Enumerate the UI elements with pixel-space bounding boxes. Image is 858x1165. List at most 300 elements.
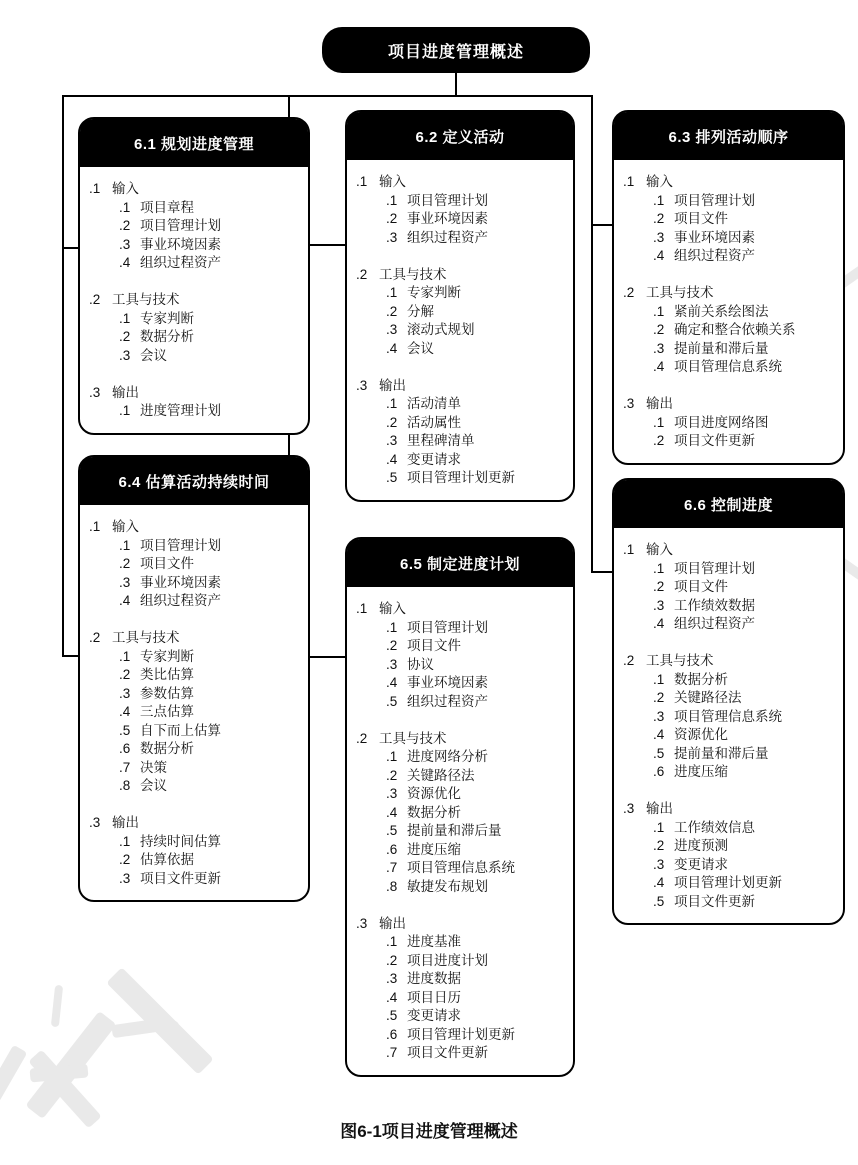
item-number: .3 bbox=[119, 685, 131, 701]
process-section bbox=[620, 173, 837, 266]
list-item bbox=[86, 217, 302, 236]
list-item bbox=[620, 560, 837, 579]
item-label: 项目进度计划 bbox=[407, 952, 488, 968]
process-section bbox=[86, 180, 302, 273]
item-number: .1 bbox=[386, 934, 398, 949]
section-number: .1 bbox=[623, 174, 635, 189]
section-heading bbox=[353, 377, 567, 396]
item-label: 项目章程 bbox=[140, 199, 194, 215]
item-number: .4 bbox=[119, 704, 131, 719]
list-item bbox=[353, 989, 567, 1008]
item-number: .1 bbox=[653, 303, 665, 319]
item-label: 项目文件更新 bbox=[407, 1045, 488, 1060]
list-item bbox=[620, 578, 837, 597]
section-label: 输出 bbox=[112, 384, 139, 400]
list-item bbox=[353, 210, 567, 229]
section-number: .2 bbox=[623, 653, 635, 668]
item-label: 项目日历 bbox=[407, 989, 461, 1005]
item-number: .1 bbox=[119, 199, 131, 215]
item-number: .5 bbox=[386, 470, 398, 485]
process-section bbox=[620, 395, 837, 451]
item-label: 工作绩效信息 bbox=[674, 819, 755, 835]
item-label: 变更请求 bbox=[674, 856, 728, 872]
process-box-header bbox=[614, 112, 843, 160]
list-item bbox=[86, 722, 302, 741]
list-item bbox=[620, 689, 837, 708]
item-label: 组织过程资产 bbox=[407, 693, 488, 709]
item-label: 事业环境因素 bbox=[407, 675, 488, 690]
figure-caption: 图6-1项目进度管理概述 bbox=[340, 1122, 518, 1141]
process-box-header bbox=[80, 119, 308, 167]
list-item bbox=[353, 822, 567, 841]
item-number: .4 bbox=[653, 248, 665, 263]
process-box-body bbox=[80, 167, 308, 433]
item-number: .2 bbox=[653, 579, 665, 594]
item-number: .2 bbox=[653, 433, 665, 448]
list-item bbox=[620, 726, 837, 745]
item-label: 活动属性 bbox=[407, 414, 461, 430]
item-number: .3 bbox=[119, 870, 131, 886]
item-number: .3 bbox=[386, 786, 398, 801]
item-number: .2 bbox=[119, 556, 131, 571]
item-number: .2 bbox=[386, 638, 398, 653]
list-item bbox=[353, 841, 567, 860]
list-item bbox=[86, 347, 302, 366]
section-label: 工具与技术 bbox=[379, 730, 447, 746]
item-number: .4 bbox=[386, 804, 398, 820]
process-section bbox=[86, 629, 302, 796]
list-item bbox=[620, 763, 837, 782]
section-heading bbox=[620, 800, 837, 819]
list-item bbox=[353, 674, 567, 693]
item-number: .5 bbox=[386, 823, 398, 838]
list-item bbox=[353, 469, 567, 488]
item-number: .1 bbox=[119, 833, 131, 849]
item-number: .3 bbox=[653, 856, 665, 872]
item-number: .5 bbox=[119, 722, 131, 738]
list-item bbox=[353, 693, 567, 712]
section-label: 工具与技术 bbox=[112, 630, 180, 645]
item-number: .7 bbox=[386, 860, 398, 875]
section-label: 输出 bbox=[646, 801, 673, 816]
list-item bbox=[620, 303, 837, 322]
process-section bbox=[620, 652, 837, 782]
item-label: 组织过程资产 bbox=[674, 616, 755, 631]
item-label: 事业环境因素 bbox=[140, 574, 221, 590]
item-label: 项目文件更新 bbox=[140, 870, 221, 886]
item-number: .7 bbox=[119, 759, 131, 775]
list-item bbox=[86, 703, 302, 722]
item-label: 组织过程资产 bbox=[407, 229, 488, 245]
process-box-title: 6.5 制定进度计划 bbox=[399, 555, 521, 573]
item-number: .2 bbox=[119, 218, 131, 233]
item-label: 数据分析 bbox=[674, 671, 728, 687]
item-label: 进度基准 bbox=[407, 934, 461, 949]
item-number: .2 bbox=[386, 767, 398, 783]
section-number: .2 bbox=[356, 266, 368, 282]
list-item bbox=[86, 592, 302, 611]
connector-left-vertical bbox=[62, 95, 64, 657]
section-label: 输出 bbox=[646, 396, 673, 411]
item-number: .3 bbox=[119, 574, 131, 590]
item-label: 项目管理计划 bbox=[674, 192, 755, 208]
list-item bbox=[620, 819, 837, 838]
item-number: .8 bbox=[386, 878, 398, 894]
process-box-title: 6.1 规划进度管理 bbox=[133, 135, 255, 153]
list-item bbox=[620, 358, 837, 377]
section-number: .1 bbox=[623, 542, 635, 557]
process-box-title: 6.4 估算活动持续时间 bbox=[118, 473, 270, 491]
item-number: .4 bbox=[386, 989, 398, 1005]
process-section bbox=[86, 518, 302, 611]
list-item bbox=[353, 395, 567, 414]
root-box-schedule-management-overview bbox=[322, 27, 590, 73]
section-heading bbox=[353, 600, 567, 619]
process-section bbox=[353, 730, 567, 897]
item-number: .2 bbox=[653, 211, 665, 226]
item-label: 变更请求 bbox=[407, 451, 461, 467]
item-label: 进度管理计划 bbox=[140, 403, 221, 418]
section-heading bbox=[353, 173, 567, 192]
section-label: 输入 bbox=[379, 174, 406, 189]
section-label: 输入 bbox=[112, 519, 139, 534]
list-item bbox=[353, 619, 567, 638]
process-box-6-6 bbox=[612, 478, 845, 925]
list-item bbox=[353, 970, 567, 989]
section-number: .2 bbox=[89, 630, 101, 645]
list-item bbox=[620, 893, 837, 912]
item-label: 资源优化 bbox=[407, 786, 461, 801]
item-number: .1 bbox=[653, 819, 665, 835]
process-box-6-3 bbox=[612, 110, 845, 465]
item-number: .2 bbox=[119, 852, 131, 867]
item-number: .1 bbox=[119, 310, 131, 326]
item-label: 决策 bbox=[140, 759, 167, 775]
list-item bbox=[353, 451, 567, 470]
connector-stub-6-3 bbox=[591, 224, 612, 226]
section-number: .1 bbox=[89, 519, 101, 534]
list-item bbox=[86, 759, 302, 778]
item-label: 自下而上估算 bbox=[140, 722, 221, 738]
list-item bbox=[620, 745, 837, 764]
list-item bbox=[620, 210, 837, 229]
list-item bbox=[353, 321, 567, 340]
item-label: 敏捷发布规划 bbox=[407, 878, 488, 894]
list-item bbox=[620, 321, 837, 340]
item-number: .2 bbox=[386, 414, 398, 430]
item-label: 工作绩效数据 bbox=[674, 597, 755, 613]
section-number: .3 bbox=[623, 801, 635, 816]
item-number: .2 bbox=[386, 303, 398, 319]
item-label: 项目文件 bbox=[140, 556, 194, 571]
item-label: 进度预测 bbox=[674, 838, 728, 853]
list-item bbox=[353, 303, 567, 322]
list-item bbox=[353, 229, 567, 248]
item-number: .3 bbox=[119, 236, 131, 252]
item-number: .3 bbox=[386, 971, 398, 986]
process-box-title: 6.3 排列活动顺序 bbox=[668, 128, 789, 146]
item-number: .1 bbox=[386, 192, 398, 208]
list-item bbox=[353, 859, 567, 878]
process-box-body bbox=[614, 528, 843, 923]
list-item bbox=[86, 199, 302, 218]
list-item bbox=[620, 874, 837, 893]
item-number: .1 bbox=[653, 671, 665, 687]
list-item bbox=[353, 767, 567, 786]
list-item bbox=[86, 870, 302, 889]
item-label: 事业环境因素 bbox=[140, 236, 221, 252]
process-box-header bbox=[347, 112, 573, 160]
list-item bbox=[353, 1026, 567, 1045]
list-item bbox=[620, 856, 837, 875]
item-number: .1 bbox=[386, 619, 398, 635]
section-label: 工具与技术 bbox=[646, 285, 714, 300]
process-box-header bbox=[614, 480, 843, 528]
list-item bbox=[353, 933, 567, 952]
item-label: 紧前关系绘图法 bbox=[674, 303, 769, 319]
item-label: 项目管理计划 bbox=[674, 560, 755, 576]
item-number: .1 bbox=[386, 396, 398, 411]
process-section bbox=[86, 814, 302, 888]
item-number: .1 bbox=[653, 414, 665, 430]
section-label: 工具与技术 bbox=[112, 292, 180, 307]
process-box-6-1 bbox=[78, 117, 310, 435]
process-box-6-2 bbox=[345, 110, 575, 502]
item-label: 数据分析 bbox=[140, 741, 194, 756]
item-number: .4 bbox=[119, 593, 131, 608]
process-box-6-4 bbox=[78, 455, 310, 902]
item-number: .2 bbox=[653, 838, 665, 853]
item-number: .3 bbox=[386, 322, 398, 337]
item-label: 里程碑清单 bbox=[407, 433, 475, 448]
item-number: .3 bbox=[119, 347, 131, 363]
section-label: 输入 bbox=[646, 174, 673, 189]
list-item bbox=[620, 229, 837, 248]
item-label: 项目进度网络图 bbox=[674, 414, 769, 430]
item-label: 提前量和滞后量 bbox=[674, 340, 769, 356]
item-label: 专家判断 bbox=[140, 310, 194, 326]
item-number: .3 bbox=[653, 340, 665, 356]
list-item bbox=[620, 837, 837, 856]
item-label: 项目管理信息系统 bbox=[674, 359, 782, 374]
item-number: .7 bbox=[386, 1045, 398, 1060]
section-label: 输入 bbox=[646, 542, 673, 557]
process-box-body bbox=[347, 160, 573, 500]
list-item bbox=[620, 414, 837, 433]
process-section bbox=[620, 284, 837, 377]
item-number: .4 bbox=[653, 727, 665, 742]
list-item bbox=[353, 804, 567, 823]
section-number: .3 bbox=[356, 377, 368, 393]
item-number: .3 bbox=[653, 708, 665, 724]
process-box-body bbox=[614, 160, 843, 463]
list-item bbox=[86, 310, 302, 329]
item-number: .1 bbox=[653, 560, 665, 576]
item-label: 确定和整合依赖关系 bbox=[674, 322, 796, 337]
list-item bbox=[353, 414, 567, 433]
section-heading bbox=[353, 915, 567, 934]
section-number: .3 bbox=[89, 815, 101, 830]
list-item bbox=[86, 574, 302, 593]
list-item bbox=[620, 247, 837, 266]
item-number: .4 bbox=[119, 255, 131, 270]
list-item bbox=[86, 555, 302, 574]
item-number: .4 bbox=[386, 451, 398, 467]
root-box-title: 项目进度管理概述 bbox=[387, 43, 524, 61]
item-label: 会议 bbox=[140, 778, 167, 793]
section-number: .1 bbox=[356, 601, 368, 616]
list-item bbox=[620, 192, 837, 211]
list-item bbox=[353, 1007, 567, 1026]
item-number: .5 bbox=[653, 745, 665, 761]
section-number: .1 bbox=[89, 181, 101, 196]
item-number: .1 bbox=[386, 285, 398, 300]
item-number: .8 bbox=[119, 778, 131, 793]
item-label: 会议 bbox=[407, 340, 434, 356]
list-item bbox=[620, 708, 837, 727]
item-label: 项目文件更新 bbox=[674, 433, 755, 448]
process-box-title: 6.6 控制进度 bbox=[683, 496, 774, 514]
section-label: 工具与技术 bbox=[379, 266, 447, 282]
process-section bbox=[353, 377, 567, 488]
list-item bbox=[353, 656, 567, 675]
item-number: .1 bbox=[119, 648, 131, 664]
item-label: 进度数据 bbox=[407, 971, 461, 986]
list-item bbox=[353, 785, 567, 804]
section-heading bbox=[620, 652, 837, 671]
list-item bbox=[86, 685, 302, 704]
item-label: 协议 bbox=[407, 656, 434, 672]
item-label: 项目文件更新 bbox=[674, 893, 755, 909]
watermark-stroke bbox=[0, 1045, 27, 1165]
list-item bbox=[620, 597, 837, 616]
list-item bbox=[353, 1044, 567, 1063]
section-label: 输出 bbox=[379, 915, 406, 931]
item-number: .5 bbox=[386, 1008, 398, 1023]
item-label: 项目管理计划更新 bbox=[407, 470, 515, 485]
item-label: 三点估算 bbox=[140, 704, 194, 719]
list-item bbox=[353, 952, 567, 971]
process-section bbox=[86, 384, 302, 421]
item-label: 数据分析 bbox=[140, 329, 194, 344]
process-section bbox=[353, 266, 567, 359]
item-label: 项目管理计划 bbox=[407, 619, 488, 635]
item-number: .1 bbox=[119, 403, 131, 418]
item-label: 关键路径法 bbox=[407, 767, 475, 783]
item-number: .3 bbox=[386, 433, 398, 448]
list-item bbox=[86, 740, 302, 759]
section-heading bbox=[86, 629, 302, 648]
item-number: .2 bbox=[386, 952, 398, 968]
item-label: 持续时间估算 bbox=[140, 833, 221, 849]
list-item bbox=[86, 833, 302, 852]
item-number: .1 bbox=[653, 192, 665, 208]
item-number: .3 bbox=[653, 229, 665, 245]
section-heading bbox=[620, 284, 837, 303]
section-label: 输入 bbox=[379, 601, 406, 616]
item-label: 项目文件 bbox=[674, 579, 728, 594]
list-item bbox=[86, 254, 302, 273]
item-label: 关键路径法 bbox=[674, 690, 742, 705]
item-label: 会议 bbox=[140, 347, 167, 363]
item-label: 项目管理计划更新 bbox=[407, 1026, 515, 1042]
section-label: 输入 bbox=[112, 181, 139, 196]
section-heading bbox=[353, 730, 567, 749]
item-label: 项目管理计划更新 bbox=[674, 875, 782, 890]
list-item bbox=[353, 192, 567, 211]
item-label: 专家判断 bbox=[407, 285, 461, 300]
list-item bbox=[353, 432, 567, 451]
item-number: .2 bbox=[386, 211, 398, 226]
item-number: .3 bbox=[386, 656, 398, 672]
watermark-stroke bbox=[51, 985, 63, 1028]
list-item bbox=[86, 777, 302, 796]
section-number: .3 bbox=[89, 384, 101, 400]
item-label: 估算依据 bbox=[140, 852, 194, 867]
list-item bbox=[86, 402, 302, 421]
section-heading bbox=[86, 384, 302, 403]
watermark-stroke bbox=[106, 967, 213, 1074]
item-label: 提前量和滞后量 bbox=[674, 745, 769, 761]
list-item bbox=[620, 615, 837, 634]
process-box-body bbox=[347, 587, 573, 1075]
process-box-6-5 bbox=[345, 537, 575, 1077]
connector-right-vertical bbox=[591, 95, 593, 573]
section-number: .2 bbox=[623, 285, 635, 300]
item-label: 专家判断 bbox=[140, 648, 194, 664]
item-number: .2 bbox=[119, 329, 131, 344]
section-heading bbox=[620, 395, 837, 414]
section-heading bbox=[353, 266, 567, 285]
list-item bbox=[353, 284, 567, 303]
process-section bbox=[86, 291, 302, 365]
item-number: .2 bbox=[119, 667, 131, 682]
list-item bbox=[86, 236, 302, 255]
process-section bbox=[620, 541, 837, 634]
section-heading bbox=[620, 173, 837, 192]
item-number: .4 bbox=[386, 340, 398, 356]
list-item bbox=[620, 671, 837, 690]
connector-root-trunk bbox=[455, 72, 457, 97]
section-heading bbox=[86, 180, 302, 199]
item-number: .1 bbox=[119, 537, 131, 553]
item-label: 项目文件 bbox=[407, 638, 461, 653]
item-label: 数据分析 bbox=[407, 804, 461, 820]
item-label: 进度压缩 bbox=[407, 841, 461, 857]
item-label: 项目管理信息系统 bbox=[407, 860, 515, 875]
item-number: .2 bbox=[653, 322, 665, 337]
section-number: .3 bbox=[623, 396, 635, 411]
item-number: .3 bbox=[653, 597, 665, 613]
process-section bbox=[353, 915, 567, 1063]
process-box-header bbox=[347, 539, 573, 587]
item-number: .5 bbox=[386, 693, 398, 709]
item-label: 提前量和滞后量 bbox=[407, 823, 502, 838]
item-label: 组织过程资产 bbox=[140, 593, 221, 608]
item-label: 项目管理计划 bbox=[140, 537, 221, 553]
section-heading bbox=[86, 814, 302, 833]
item-label: 参数估算 bbox=[140, 685, 194, 701]
connector-stub-6-6 bbox=[591, 571, 612, 573]
item-number: .1 bbox=[386, 749, 398, 764]
item-number: .4 bbox=[386, 675, 398, 690]
section-heading bbox=[86, 518, 302, 537]
watermark-stroke bbox=[111, 1019, 158, 1038]
list-item bbox=[86, 537, 302, 556]
list-item bbox=[86, 666, 302, 685]
connector-top-bus bbox=[62, 95, 593, 97]
item-number: .4 bbox=[653, 616, 665, 631]
